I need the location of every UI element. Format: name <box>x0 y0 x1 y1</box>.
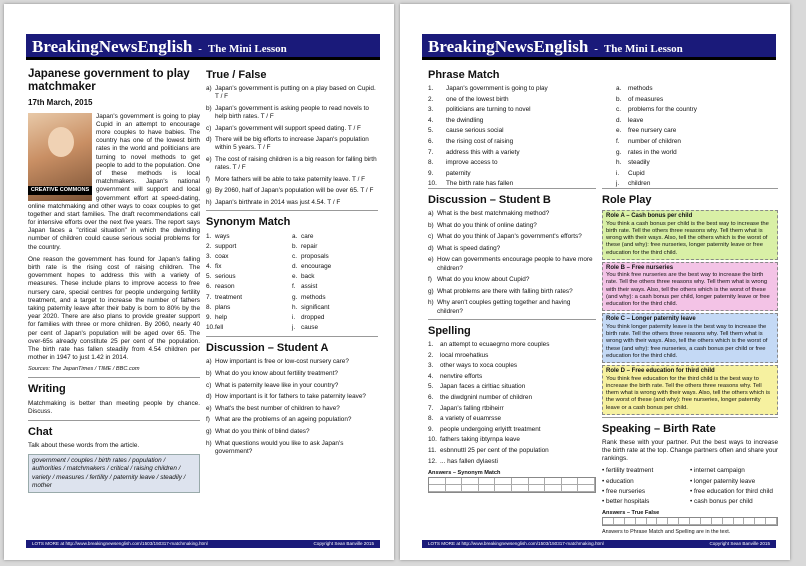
role-text: You think free education for the third child is the best way to increase the birth rate. Tell the others three reasons why. Tell them what is wrong with their ways. Also, tell the others which is the worst of these (and why): free nurseries, longer paternity leave or a cash bonus per child. <box>606 375 770 411</box>
discussion-a-item-number: f) <box>206 416 210 424</box>
spelling-number: 4. <box>428 372 434 380</box>
speaking-option: • education <box>602 477 634 485</box>
phrase-end: methods <box>628 85 653 93</box>
worksheet-page-1 <box>4 4 394 560</box>
phrase-end: leave <box>628 116 644 124</box>
discussion-b-item <box>428 210 596 218</box>
chat-heading: Chat <box>28 425 53 438</box>
discussion-a-item-number: b) <box>206 370 212 378</box>
synonym-number: 7. <box>206 293 212 301</box>
discussion-a-item-number: g) <box>206 427 212 435</box>
writing-heading: Writing <box>28 383 66 396</box>
discussion-b-item-text: Why aren't couples getting together and having children? <box>437 299 571 315</box>
answer-cell <box>603 518 614 525</box>
answer-cell <box>529 485 546 492</box>
discussion-a-item-number: h) <box>206 439 212 447</box>
phrase-number: 10. <box>428 180 437 188</box>
role-text: You think free nurseries are the best way to increase the birth rate. Tell the others three reasons why. Tell them what is wrong with their ways. Also, tell the others which is the worst of these (and why): a cash bonus per child, longer paternity leave or free education for the third child. <box>606 272 770 308</box>
speaking-option: • free education for third child <box>690 487 773 495</box>
speaking-intro: Rank these with your partner. Put the best ways to increase the birth rate at the top. Change partners often and share your rankings. <box>602 438 778 463</box>
footer-link[interactable]: LOTS MORE at http://www.breakingnewsenglish.com/1503/150317-matchmaking.html <box>428 541 604 546</box>
phrase-start: paternity <box>446 169 471 177</box>
synonym-number: 8. <box>206 303 212 311</box>
spelling-number: 1. <box>428 341 434 349</box>
discussion-a-item-text: What is paternity leave like in your country? <box>215 381 339 389</box>
synonym-match: proposals <box>301 252 329 260</box>
spelling-item: the diwdgninl number of children <box>440 394 533 402</box>
synonym-match: cause <box>301 324 319 332</box>
synonym-word: treatment <box>215 293 242 301</box>
phrase-number: 3. <box>428 106 434 114</box>
answer-cell <box>679 518 690 525</box>
role-text: You think longer paternity leave is the best way to increase the birth rate. Tell the others three reasons why. Tell them what is wrong with their ways. Also, tell the others which is the worst of these (and why): free nurseries, a cash bonus per child or free education for the third child. <box>606 323 768 359</box>
banner-subtitle: The Mini Lesson <box>207 43 287 55</box>
answer-cell <box>625 518 636 525</box>
speaking-option: • longer paternity leave <box>690 477 756 485</box>
spelling-item: other ways to xoca couples <box>440 362 518 370</box>
synonym-letter: i. <box>292 314 296 322</box>
discussion-b-item-number: a) <box>428 210 434 218</box>
discussion-b-item-number: h) <box>428 299 434 307</box>
synonym-match: repair <box>301 242 318 250</box>
role-cards <box>602 210 778 415</box>
synonym-match: care <box>301 232 314 240</box>
answer-cell <box>479 485 496 492</box>
discussion-a-item <box>206 405 378 413</box>
article-date: 17th March, 2015 <box>28 98 93 108</box>
truefalse-item-number: g) <box>206 187 212 195</box>
discussion-a-item-text: How important is free or low-cost nursery care? <box>215 358 349 366</box>
brand-title: BreakingNewsEnglish <box>428 37 589 56</box>
article-title: Japanese government to play matchmaker <box>28 68 190 94</box>
phrase-number: 8. <box>428 159 434 167</box>
speaking-option: • internet campaign <box>690 467 745 475</box>
footer-copyright: Copyright Sean Banville 2015 <box>709 541 770 546</box>
footer-copyright: Copyright Sean Banville 2015 <box>313 541 374 546</box>
page-footer <box>26 540 380 548</box>
discussion-b-item <box>428 276 596 284</box>
footer-link[interactable]: LOTS MORE at http://www.breakingnewsenglish.com/1503/150317-matchmaking.html <box>32 541 208 546</box>
banner-dash: - <box>594 43 598 55</box>
truefalse-item-text: By 2060, half of Japan's population will be over 65. T / F <box>215 187 374 195</box>
baby-photo <box>28 113 92 201</box>
spelling-item: Japan faces a cirltiac situation <box>440 383 526 391</box>
synonym-word: help <box>215 314 228 322</box>
phrase-start: one of the lowest birth <box>446 95 509 103</box>
phrase-end: number of children <box>628 137 681 145</box>
answer-cell <box>755 518 766 525</box>
truefalse-item <box>206 199 378 207</box>
speaking-option: • better hospitals <box>602 497 650 505</box>
answer-cell <box>462 478 479 485</box>
truefalse-item-number: d) <box>206 136 212 144</box>
exercise-column <box>206 64 378 459</box>
phrase-letter: e. <box>616 127 622 135</box>
roleplay-heading: Role Play <box>602 194 652 206</box>
right-column <box>602 188 778 536</box>
answer-cell <box>636 518 647 525</box>
discussion-b-item <box>428 245 596 253</box>
synonym-letter: e. <box>292 273 298 281</box>
discussion-b-item-number: g) <box>428 287 434 295</box>
discussion-a-item <box>206 393 378 401</box>
phrase-start: the rising cost of raising <box>446 137 514 145</box>
answer-cell <box>512 478 529 485</box>
truefalse-item-text: More fathers will be able to take paternity leave. T / F <box>215 175 366 183</box>
discussion-b-item-text: What do you think of Japan's government's efforts? <box>437 233 582 241</box>
writing-prompt: Matchmaking is better than meeting people by chance. Discuss. <box>28 399 200 415</box>
truefalse-item <box>206 176 378 184</box>
synonym-number: 2. <box>206 242 212 250</box>
synonym-letter: g. <box>292 293 298 301</box>
speaking-option: • fertility treatment <box>602 467 654 475</box>
discussion-a-item <box>206 428 378 436</box>
phrase-letter: b. <box>616 95 622 103</box>
phrase-letter: d. <box>616 116 622 124</box>
discussion-b-item <box>428 233 596 241</box>
spelling-heading: Spelling <box>428 325 471 338</box>
spelling-item: nenvtire efforts <box>440 372 483 380</box>
synonym-letter: j. <box>292 324 296 332</box>
synonym-letter: h. <box>292 303 298 311</box>
phrase-start: cause serious social <box>446 127 504 135</box>
page-banner <box>26 34 380 60</box>
article-column <box>28 66 200 493</box>
discussion-a-item-number: a) <box>206 358 212 366</box>
discussion-a-item <box>206 416 378 424</box>
truefalse-list <box>206 85 378 207</box>
phrase-end: rates in the world <box>628 148 677 156</box>
discussion-b-item-number: e) <box>428 256 434 264</box>
synonym-number: 5. <box>206 273 212 281</box>
worksheet-page-2 <box>400 4 790 560</box>
answer-cell <box>545 478 562 485</box>
answer-cell <box>446 485 463 492</box>
article-sources: Sources: The JapanTimes / TIME / BBC.com <box>28 366 140 373</box>
left-column <box>428 188 596 493</box>
phrase-number: 9. <box>428 169 434 177</box>
speaking-option: • free nurseries <box>602 487 646 495</box>
discussion-b-item-number: b) <box>428 221 434 229</box>
answer-cell <box>429 485 446 492</box>
synonym-match: methods <box>301 293 326 301</box>
phrase-start: politicians are turning to novel <box>446 106 531 114</box>
speaking-heading: Speaking – Birth Rate <box>602 422 716 435</box>
discussion-b-item-number: c) <box>428 233 434 241</box>
truefalse-answers-label: Answers – True False <box>602 510 660 517</box>
spelling-item: Japan's falling rtbiheirr <box>440 404 504 412</box>
answer-cell <box>512 485 529 492</box>
synonym-answer-grid <box>428 477 596 493</box>
discussion-a-item-text: What are the problems of an ageing population? <box>215 416 352 424</box>
discussion-b-list <box>428 210 596 316</box>
discussion-a-item-text: How important is it for fathers to take paternity leave? <box>215 393 366 401</box>
answer-cell <box>545 485 562 492</box>
synonym-match: assist <box>301 283 318 291</box>
phrase-end: problems for the country <box>628 106 697 114</box>
discussion-b-item <box>428 256 596 272</box>
discussion-b-item <box>428 222 596 230</box>
synonym-word: ways <box>215 232 230 240</box>
truefalse-item-text: The cost of raising children is a big reason for falling birth rates. T / F <box>215 155 377 172</box>
banner-subtitle: The Mini Lesson <box>603 43 683 55</box>
synonym-number: 10. <box>206 324 215 332</box>
answer-cell <box>734 518 745 525</box>
truefalse-item-text: There will be big efforts to increase Japan's population within 5 years. T / F <box>215 136 369 152</box>
discussion-b-item-text: How can governments encourage people to have more children? <box>437 256 593 272</box>
discussion-a-list <box>206 358 378 455</box>
truefalse-item-number: a) <box>206 85 212 93</box>
spelling-item: ... has fallen dylaesti <box>440 457 498 465</box>
synonym-number: 3. <box>206 252 212 260</box>
discussion-a-item-text: What do you think of blind dates? <box>215 427 310 435</box>
answer-cell <box>562 478 579 485</box>
spelling-item: people undergoing erlyitft treatment <box>440 425 541 433</box>
answer-cell <box>766 518 777 525</box>
spelling-number: 7. <box>428 404 434 412</box>
brand-title: BreakingNewsEnglish <box>32 37 193 56</box>
banner-dash: - <box>198 43 202 55</box>
role-card <box>602 365 778 415</box>
synonym-letter: c. <box>292 252 297 260</box>
chat-word-box: government / couples / birth rates / population / authorities / matchmakers / critical / raising children / variety / measures / fertility / paternity leave / steadily / mother <box>28 454 200 493</box>
discussion-a-item-number: e) <box>206 404 212 412</box>
spelling-item: local mroehatkus <box>440 351 489 359</box>
phrase-number: 7. <box>428 148 434 156</box>
phrase-number: 2. <box>428 95 434 103</box>
truefalse-item-number: h) <box>206 198 212 206</box>
discussion-a-item <box>206 382 378 390</box>
phrase-end: children <box>628 180 651 188</box>
synonym-letter: f. <box>292 283 296 291</box>
answer-cell <box>495 485 512 492</box>
phrase-match-section <box>428 64 778 188</box>
answer-cell <box>701 518 712 525</box>
answer-cell <box>429 478 446 485</box>
synonym-word: serious <box>215 273 236 281</box>
role-title: Role C – Longer paternity leave <box>606 316 696 323</box>
truefalse-item-number: b) <box>206 104 212 112</box>
synonym-match: back <box>301 273 315 281</box>
truefalse-item-text: Japan's birthrate in 2014 was just 4.54. T / F <box>215 198 341 206</box>
spelling-number: 11. <box>428 446 437 454</box>
synonym-letter: d. <box>292 263 298 271</box>
phrase-end: steadily <box>628 159 650 167</box>
phrase-number: 6. <box>428 137 434 145</box>
discussion-a-item-text: What do you know about fertility treatment? <box>215 370 338 378</box>
synonym-letter: a. <box>292 232 298 240</box>
page-banner <box>422 34 776 60</box>
phrase-letter: g. <box>616 148 622 156</box>
truefalse-item <box>206 187 378 195</box>
truefalse-item-number: c) <box>206 124 212 132</box>
discussion-a-item <box>206 440 378 456</box>
synonym-word: fell <box>215 324 224 332</box>
synonym-grid <box>206 233 378 333</box>
spelling-number: 6. <box>428 394 434 402</box>
truefalse-answer-grid <box>602 517 778 526</box>
phrase-end: Cupid <box>628 169 645 177</box>
synonym-number: 6. <box>206 283 212 291</box>
discussion-b-item-number: d) <box>428 244 434 252</box>
answer-cell <box>578 478 595 485</box>
role-title: Role D – Free education for third child <box>606 368 715 375</box>
speaking-option: • cash bonus per child <box>690 497 753 505</box>
discussion-b-item-text: What problems are there with falling birth rates? <box>437 287 573 295</box>
spelling-item: an attempt to ecuaegrno more couples <box>440 341 550 349</box>
synonym-number: 9. <box>206 314 212 322</box>
discussion-a-item <box>206 358 378 366</box>
phrase-number: 1. <box>428 85 434 93</box>
truefalse-item-text: Japan's government is putting on a play based on Cupid. T / F <box>215 85 376 101</box>
answer-cell <box>657 518 668 525</box>
discussion-a-item <box>206 370 378 378</box>
role-title: Role B – Free nurseries <box>606 264 674 271</box>
spelling-number: 8. <box>428 415 434 423</box>
truefalse-item <box>206 85 378 101</box>
answer-cell <box>744 518 755 525</box>
truefalse-item-text: Japan's government is asking people to read novels to help birth rates. T / F <box>215 104 369 121</box>
spelling-number: 5. <box>428 383 434 391</box>
answer-cell <box>446 478 463 485</box>
role-card <box>602 313 778 363</box>
answer-cell <box>690 518 701 525</box>
synonym-word: fix <box>215 263 222 271</box>
phrase-letter: f. <box>616 137 620 145</box>
phrase-start: the dwindling <box>446 116 484 124</box>
role-text: You think a cash bonus per child is the best way to increase the birth rate. Tell the others three reasons why. Tell them what is wrong with their ways. Also, tell the others which is the worst of these (and why): free nurseries, longer paternity leave or free education for the third child. <box>606 220 769 256</box>
spelling-list <box>428 341 596 466</box>
discussion-a-item-number: c) <box>206 381 212 389</box>
synonym-match: dropped <box>301 314 325 322</box>
discussion-b-item-text: What is the best matchmaking method? <box>437 210 550 218</box>
phrase-start: Japan's government is going to play <box>446 85 548 93</box>
answer-cell <box>647 518 658 525</box>
article-paragraph-1: Japan's government is going to play Cupid in an attempt to encourage more couples to have babies. The country has one of the lowest birth rates in the world and politicians are turning to novel methods to get people to add to the population. One of these methods is local matchmakers. Japan's national government will support and local government effort at speed-dating, online matchmaking and other ways to coax couples to get together and start families. The draft recommendations call for intensive efforts over the next five years. The report says Japan faces a "critical situation" in which the dwindling number of children could cause serious social problems for the country. <box>28 112 200 251</box>
chat-intro: Talk about these words from the article. <box>28 441 140 449</box>
spelling-number: 2. <box>428 351 434 359</box>
speaking-bullets <box>602 467 778 506</box>
synonym-match: significant <box>301 303 330 311</box>
synonym-number: 4. <box>206 263 212 271</box>
truefalse-heading: True / False <box>206 69 267 81</box>
answer-cell <box>723 518 734 525</box>
synonym-match: encourage <box>301 263 332 271</box>
synonym-word: coax <box>215 252 229 260</box>
answer-cell <box>578 485 595 492</box>
spelling-number: 3. <box>428 362 434 370</box>
discussion-a-item-text: What's the best number of children to have? <box>215 404 340 412</box>
discussion-a-heading: Discussion – Student A <box>206 342 329 355</box>
synonym-heading: Synonym Match <box>206 216 291 229</box>
spelling-item: fathers taking ibtyrnpa leave <box>440 436 520 444</box>
discussion-b-item <box>428 299 596 315</box>
synonym-word: plans <box>215 303 231 311</box>
synonym-answers-label: Answers – Synonym Match <box>428 469 501 476</box>
truefalse-item-number: f) <box>206 175 210 183</box>
truefalse-item <box>206 105 378 121</box>
truefalse-item <box>206 136 378 152</box>
spelling-item: esbnnuttl 25 per cent of the population <box>440 446 549 454</box>
discussion-a-item-number: d) <box>206 393 212 401</box>
truefalse-item-number: e) <box>206 155 212 163</box>
discussion-b-item-number: f) <box>428 276 432 284</box>
phrase-letter: j. <box>616 180 620 188</box>
truefalse-item-text: Japan's government will support speed dating. T / F <box>215 124 361 132</box>
phrase-start: improve access to <box>446 159 498 167</box>
discussion-b-item-text: What is speed dating? <box>437 244 501 252</box>
synonym-word: reason <box>215 283 235 291</box>
answer-cell <box>495 478 512 485</box>
discussion-b-item-text: What do you know about Cupid? <box>437 276 530 284</box>
spelling-number: 10. <box>428 436 437 444</box>
spelling-number: 12. <box>428 457 437 465</box>
role-card <box>602 210 778 260</box>
answer-cell <box>479 478 496 485</box>
synonym-word: support <box>215 242 237 250</box>
answer-cell <box>614 518 625 525</box>
answer-cell <box>562 485 579 492</box>
answers-footnote: Answers to Phrase Match and Spelling are in the text. <box>602 529 731 536</box>
answer-cell <box>529 478 546 485</box>
role-card <box>602 262 778 312</box>
role-title: Role A – Cash bonus per child <box>606 213 693 220</box>
phrase-start: address this with a variety <box>446 148 520 156</box>
phrase-number: 4. <box>428 116 434 124</box>
answer-cell <box>712 518 723 525</box>
truefalse-item <box>206 125 378 133</box>
discussion-b-heading: Discussion – Student B <box>428 194 551 206</box>
answer-cell <box>668 518 679 525</box>
phrase-start: The birth rate has fallen <box>446 180 514 188</box>
phrase-letter: h. <box>616 159 622 167</box>
phrase-letter: c. <box>616 106 621 114</box>
discussion-b-item-text: What do you think of online dating? <box>437 221 537 229</box>
spelling-number: 9. <box>428 425 434 433</box>
spelling-item: a variety of euamrsse <box>440 415 502 423</box>
phrase-end: of measures <box>628 95 664 103</box>
answer-cell <box>462 485 479 492</box>
creative-commons-label: CREATIVE COMMONS <box>28 186 92 195</box>
discussion-a-item-text: What questions would you like to ask Japan's government? <box>215 439 344 455</box>
phrase-grid <box>428 85 778 188</box>
page-footer <box>422 540 776 548</box>
discussion-b-item <box>428 288 596 296</box>
truefalse-item <box>206 156 378 172</box>
phrase-heading: Phrase Match <box>428 69 500 81</box>
article-paragraph-2: One reason the government has found for Japan's falling birth rate is the rising cost of raising children. The government hopes to address this with a variety of measures. These include plans to improve access to free nursery care, special centres for people undergoing fertility treatment, and a target to increase the number of fathers taking paternity leave after their baby is born to 80% by the year 2020. There are also plans to provide greater support for families with three or more children. By 2060, nearly 40 per cent of Japan's population will be aged over 65. The over-65s already constitute 25 per cent of the population. The birth rate has fallen steadily from 4.54 children per mother in 1947 to just 1.42 in 2014. <box>28 255 200 362</box>
synonym-letter: b. <box>292 242 298 250</box>
phrase-end: free nursery care <box>628 127 677 135</box>
phrase-letter: a. <box>616 85 622 93</box>
synonym-number: 1. <box>206 232 212 240</box>
phrase-number: 5. <box>428 127 434 135</box>
phrase-letter: i. <box>616 169 620 177</box>
